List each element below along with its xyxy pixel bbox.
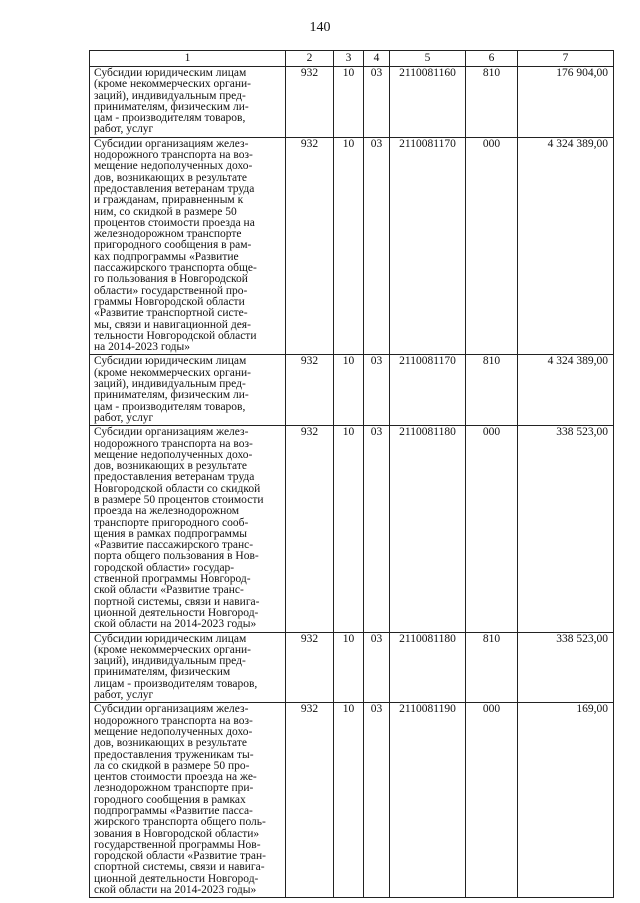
row-expense-type: 000 [466,703,518,898]
row-description: Субсидии юридическим лицам (кроме некоммерческих органи- заций), индивидуальным пред- принимателям, физическим лицам - производителям товаров, работ, услуг [90,632,286,703]
column-header: 6 [466,51,518,67]
row-target-code: 2110081160 [390,67,466,138]
row-subsection-code: 03 [364,703,390,898]
row-subsection-code: 03 [364,67,390,138]
row-section-code: 10 [334,137,364,355]
row-ministry-code: 932 [286,67,334,138]
row-amount: 338 523,00 [518,426,614,632]
row-ministry-code: 932 [286,632,334,703]
row-description: Субсидии организациям желез- нодорожного транспорта на воз- мещение недополученных дохо- дов, возникающих в результате предоставления труженикам ты- ла со скидкой в размере 50 про- центов стоимости проезда на же- лезнодорожном транспорте при- городного сообщения в рамках подпрограммы «Развитие пасса- жирского транспорта общего поль- зования в Новгородской области» государственной программы Нов- городской области «Развитие тран- спортной системы, связи и навига- ционной деятельности Новгород- ской области на 2014-2023 годы» [90,703,286,898]
row-description: Субсидии организациям желез- нодорожного транспорта на воз- мещение недополученных дохо- дов, возникающих в результате предоставления ветеранам труда Новгородской области со скидкой в размере 50 процентов стоимости проезда на железнодорожном транспорте пригородного сооб- щения в рамках подпрограммы «Развитие пассажирского транс- порта общего пользования в Нов- городской области» государ- ственной программы Новгород- ской области «Развитие транс- портной системы, связи и навига- ционной деятельности Новгород- ской области на 2014-2023 годы» [90,426,286,632]
row-expense-type: 810 [466,355,518,426]
row-description: Субсидии организациям желез- нодорожного транспорта на воз- мещение недополученных дохо- дов, возникающих в результате предоставления ветеранам труда и гражданам, приравненным к ним, со скидкой в размере 50 процентов стоимости проезда на железнодорожном транспорте пригородного сообщения в рам- ках подпрограммы «Развитие пассажирского транспорта обще- го пользования в Новгородской области» государственной про- граммы Новгородской области «Развитие транспортной систе- мы, связи и навигационной дея- тельности Новгородской области на 2014-2023 годы» [90,137,286,355]
row-expense-type: 810 [466,67,518,138]
row-subsection-code: 03 [364,355,390,426]
row-target-code: 2110081180 [390,632,466,703]
budget-table [89,50,614,898]
table-row [90,632,614,703]
row-target-code: 2110081170 [390,355,466,426]
table-row [90,703,614,898]
row-target-code: 2110081180 [390,426,466,632]
column-header: 1 [90,51,286,67]
row-target-code: 2110081170 [390,137,466,355]
row-ministry-code: 932 [286,355,334,426]
row-amount: 4 324 389,00 [518,137,614,355]
row-amount: 4 324 389,00 [518,355,614,426]
row-ministry-code: 932 [286,703,334,898]
row-amount: 169,00 [518,703,614,898]
column-header: 2 [286,51,334,67]
row-section-code: 10 [334,355,364,426]
row-subsection-code: 03 [364,426,390,632]
row-description: Субсидии юридическим лицам (кроме некоммерческих органи- заций), индивидуальным пред- принимателям, физическим ли- цам - производителям товаров, работ, услуг [90,355,286,426]
table-header-row [90,51,614,67]
row-section-code: 10 [334,426,364,632]
row-subsection-code: 03 [364,632,390,703]
table-row [90,355,614,426]
row-ministry-code: 932 [286,426,334,632]
row-amount: 338 523,00 [518,632,614,703]
row-expense-type: 000 [466,137,518,355]
row-amount: 176 904,00 [518,67,614,138]
row-ministry-code: 932 [286,137,334,355]
row-section-code: 10 [334,67,364,138]
column-header: 4 [364,51,390,67]
column-header: 3 [334,51,364,67]
table-row [90,426,614,632]
page-number: 140 [309,20,331,35]
row-subsection-code: 03 [364,137,390,355]
row-description: Субсидии юридическим лицам (кроме некоммерческих органи- заций), индивидуальным пред- принимателям, физическим ли- цам - производителям товаров, работ, услуг [90,67,286,138]
row-expense-type: 810 [466,632,518,703]
row-target-code: 2110081190 [390,703,466,898]
column-header: 7 [518,51,614,67]
row-expense-type: 000 [466,426,518,632]
column-header: 5 [390,51,466,67]
row-section-code: 10 [334,703,364,898]
table-row [90,137,614,355]
row-section-code: 10 [334,632,364,703]
table-row [90,67,614,138]
